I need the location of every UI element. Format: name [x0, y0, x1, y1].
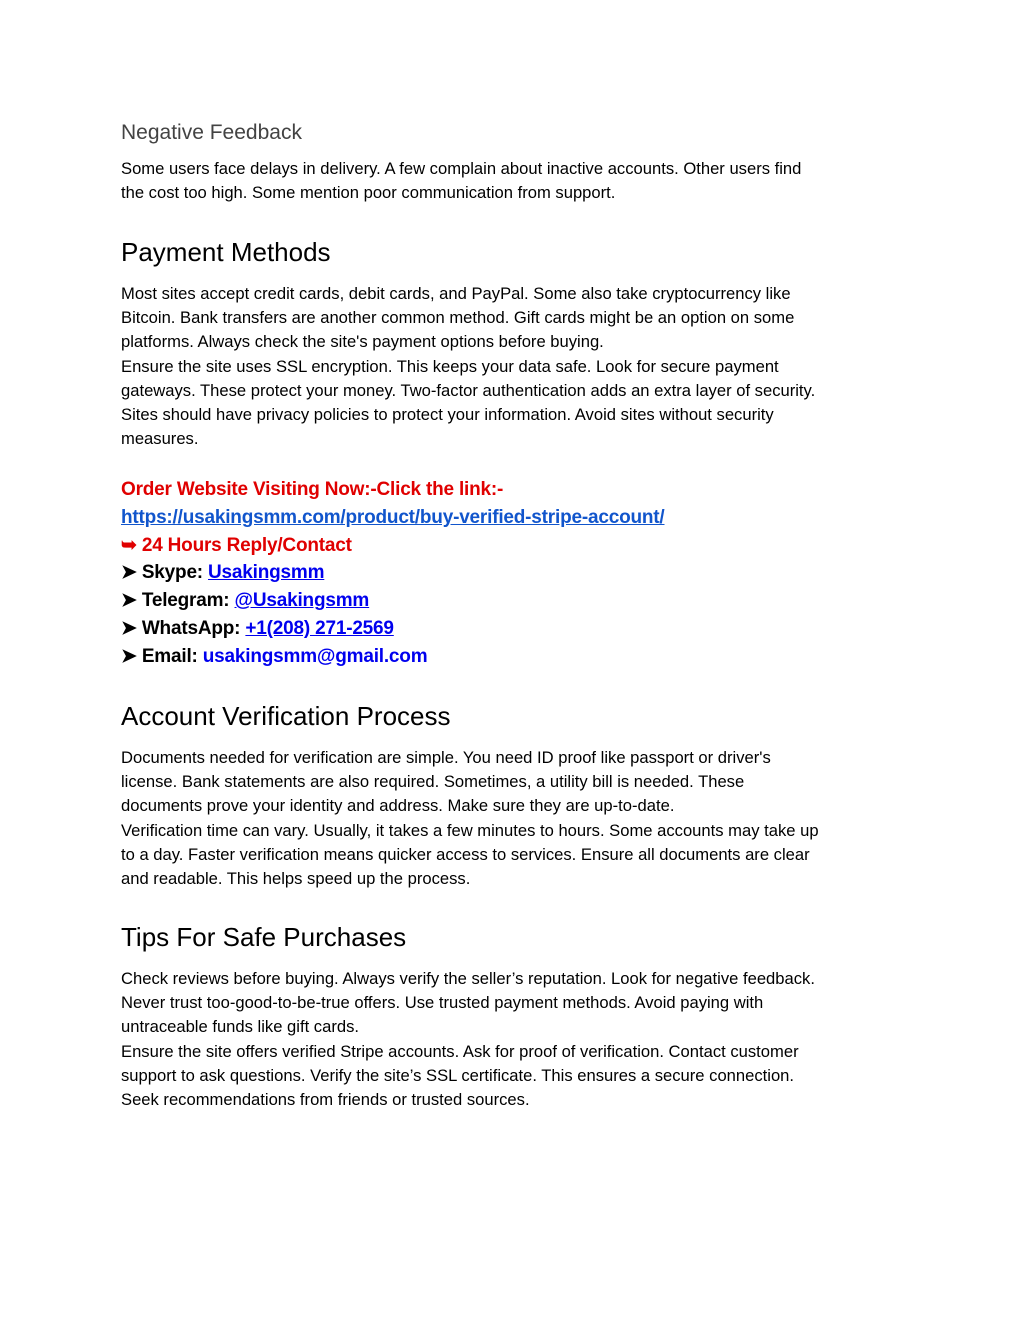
order-url-link[interactable]: https://usakingsmm.com/product/buy-verified-stripe-account/ [121, 506, 665, 528]
telegram-label: Telegram: [141, 590, 230, 612]
whatsapp-link[interactable]: +1(208) 271-2569 [245, 617, 394, 639]
text-line: Most sites accept credit cards, debit cards, and PayPal. Some also take cryptocurrency like [121, 284, 791, 303]
bullet-arrow-icon: ➤ [121, 590, 137, 612]
text-line: support to ask questions. Verify the site’s SSL certificate. This ensures a secure connection. [121, 1065, 795, 1085]
text-line: documents prove your identity and address. Make sure they are up-to-date. [121, 796, 675, 816]
text-line: gateways. These protect your money. Two-factor authentication adds an extra layer of security. [121, 380, 816, 400]
negative-feedback-paragraph [121, 157, 911, 205]
text-line: Bitcoin. Bank transfers are another common method. Gift cards might be an option on some [121, 308, 795, 328]
whatsapp-label: WhatsApp: [141, 617, 241, 639]
text-line: Documents needed for verification are simple. You need ID proof like passport or driver's [121, 748, 771, 767]
text-line: the cost too high. Some mention poor communication from support. [121, 183, 616, 203]
whatsapp-line [121, 615, 665, 643]
skype-link[interactable]: Usakingsmm [208, 562, 325, 584]
payment-methods-paragraph [121, 282, 911, 451]
payment-methods-heading: Payment Methods [121, 237, 331, 267]
email-label: Email: [141, 645, 198, 667]
text-line: Check reviews before buying. Always verify the seller’s reputation. Look for negative feedback. [121, 969, 815, 988]
text-line: Sites should have privacy policies to protect your information. Avoid sites without security [121, 405, 774, 425]
text-line: to a day. Faster verification means quicker access to services. Ensure all documents are clear [121, 844, 810, 864]
text-line: Never trust too-good-to-be-true offers. Use trusted payment methods. Avoid paying with [121, 993, 764, 1013]
text-line: Ensure the site offers verified Stripe accounts. Ask for proof of verification. Contact customer [121, 1041, 799, 1061]
email-value: usakingsmm@gmail.com [202, 645, 428, 667]
tips-heading: Tips For Safe Purchases [121, 922, 407, 952]
skype-label: Skype: [141, 562, 203, 584]
text-line: Ensure the site uses SSL encryption. This keeps your data safe. Look for secure payment [121, 356, 779, 376]
bullet-arrow-icon: ➤ [121, 617, 137, 639]
skype-line [121, 559, 665, 587]
text-line: platforms. Always check the site's payment options before buying. [121, 332, 604, 352]
text-line: and readable. This helps speed up the process. [121, 869, 471, 889]
text-line: license. Bank statements are also required. Sometimes, a utility bill is needed. These [121, 772, 745, 792]
telegram-line [121, 587, 665, 615]
order-line: Order Website Visiting Now:-Click the link:- [121, 479, 504, 500]
reply-label: 24 Hours Reply/Contact [141, 534, 352, 556]
verification-heading: Account Verification Process [121, 701, 451, 731]
email-line [121, 643, 665, 671]
negative-feedback-heading: Negative Feedback [121, 121, 302, 144]
tips-paragraph [121, 967, 911, 1112]
arrow-icon: ➥ [121, 534, 137, 556]
text-line: untraceable funds like gift cards. [121, 1017, 359, 1037]
telegram-link[interactable]: @Usakingsmm [234, 590, 370, 612]
reply-contact-line [121, 532, 665, 560]
text-line: Verification time can vary. Usually, it takes a few minutes to hours. Some accounts may take up [121, 820, 819, 840]
contact-block [121, 476, 665, 671]
text-line: Seek recommendations from friends or trusted sources. [121, 1090, 530, 1110]
text-line: Some users face delays in delivery. A few complain about inactive accounts. Other users find [121, 159, 802, 178]
bullet-arrow-icon: ➤ [121, 562, 137, 584]
verification-paragraph [121, 746, 911, 891]
bullet-arrow-icon: ➤ [121, 645, 137, 667]
text-line: measures. [121, 429, 199, 449]
